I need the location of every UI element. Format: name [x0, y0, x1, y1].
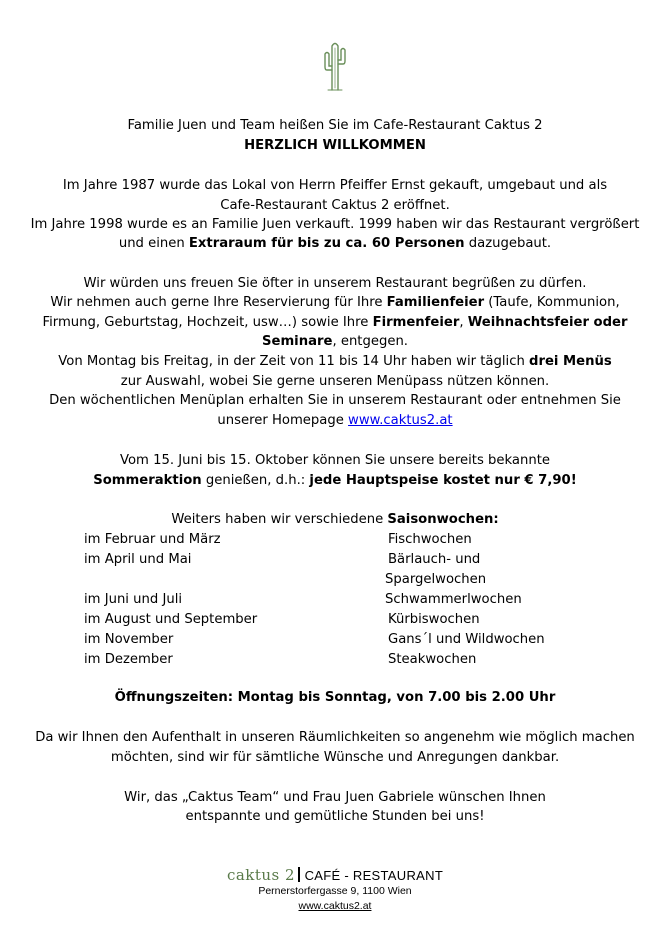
history-line-1: Im Jahre 1987 wurde das Lokal von Herrn Pfeiffer Ernst gekauft, umgebaut und als [62, 178, 608, 193]
history-line-3: Im Jahre 1998 wurde es an Familie Juen verkauft. 1999 haben wir das Restaurant vergrößert [30, 217, 640, 232]
footer-url-link[interactable]: www.caktus2.at [298, 900, 372, 912]
closing-line-2: möchten, sind wir für sämtliche Wünsche und Anregungen dankbar. [110, 750, 560, 765]
season-row [0, 650, 670, 670]
season-theme: Schwammerlwochen [385, 592, 522, 607]
season-theme: Fischwochen [388, 532, 472, 547]
season-theme: Bärlauch- und [388, 552, 481, 567]
season-theme: Kürbiswochen [388, 612, 480, 627]
history-line-2: Cafe-Restaurant Caktus 2 eröffnet. [220, 198, 450, 213]
history-line-4: und einen Extraraum für bis zu ca. 60 Personen dazugebaut. [118, 236, 552, 251]
season-period: im April und Mai [84, 552, 192, 567]
summer-line-1: Vom 15. Juni bis 15. Oktober können Sie unsere bereits bekannte [119, 453, 551, 468]
services-line-4: Seminare, entgegen. [262, 334, 408, 349]
season-period: im Dezember [84, 652, 173, 667]
season-row [0, 570, 670, 590]
services-line-5: Von Montag bis Freitag, in der Zeit von 11 bis 14 Uhr haben wir täglich drei Menüs [58, 354, 612, 369]
season-theme: Gans´l und Wildwochen [388, 632, 545, 647]
services-line-3: Firmung, Geburtstag, Hochzeit, usw…) sowie Ihre Firmenfeier, Weihnachtsfeier oder [42, 315, 628, 330]
closing-line-4: entspannte und gemütliche Stunden bei uns! [185, 809, 485, 824]
season-period: im Juni und Juli [84, 592, 183, 607]
season-row [0, 530, 670, 550]
services-line-6: zur Auswahl, wobei Sie gerne unseren Menüpass nützen können. [120, 374, 550, 389]
cactus-icon [322, 40, 348, 92]
seasons-intro: Weiters haben wir verschiedene Saisonwochen: [171, 512, 499, 527]
welcome-title: HERZLICH WILLKOMMEN [244, 138, 426, 153]
brand-divider [298, 867, 300, 882]
season-period: im August und September [84, 612, 258, 627]
services-line-8: unserer Homepage www.caktus2.at [217, 413, 453, 428]
welcome-line: Familie Juen und Team heißen Sie im Cafe-Restaurant Caktus 2 [127, 118, 543, 133]
season-row [0, 550, 670, 570]
brand-logo: caktus 2 [226, 866, 296, 884]
season-row [0, 610, 670, 630]
extraraum-highlight: Extraraum für bis zu ca. 60 Personen [188, 236, 465, 251]
season-row [0, 630, 670, 650]
closing-line-3: Wir, das „Caktus Team“ und Frau Juen Gabriele wünschen Ihnen [124, 790, 546, 805]
services-line-7: Den wöchentlichen Menüplan erhalten Sie in unserem Restaurant oder entnehmen Sie [49, 393, 621, 408]
services-line-1: Wir würden uns freuen Sie öfter in unserem Restaurant begrüßen zu dürfen. [83, 276, 587, 291]
closing-line-1: Da wir Ihnen den Aufenthalt in unseren Räumlichkeiten so angenehm wie möglich machen [35, 730, 635, 745]
brand-text: CAFÉ - RESTAURANT [304, 868, 444, 883]
services-line-2: Wir nehmen auch gerne Ihre Reservierung für Ihre Familienfeier (Taufe, Kommunion, [50, 295, 620, 310]
season-period: im Februar und März [84, 532, 221, 547]
season-period: im November [84, 632, 174, 647]
footer-address: Pernerstorfergasse 9, 1100 Wien [258, 885, 412, 897]
footer-url [0, 899, 670, 913]
season-row [0, 590, 670, 610]
homepage-link[interactable]: www.caktus2.at [348, 413, 453, 428]
season-theme: Spargelwochen [385, 572, 487, 587]
opening-hours: Öffnungszeiten: Montag bis Sonntag, von 7.00 bis 2.00 Uhr [114, 690, 556, 705]
season-theme: Steakwochen [388, 652, 477, 667]
summer-line-2: Sommeraktion genießen, d.h.: jede Hauptspeise kostet nur € 7,90! [93, 473, 577, 488]
